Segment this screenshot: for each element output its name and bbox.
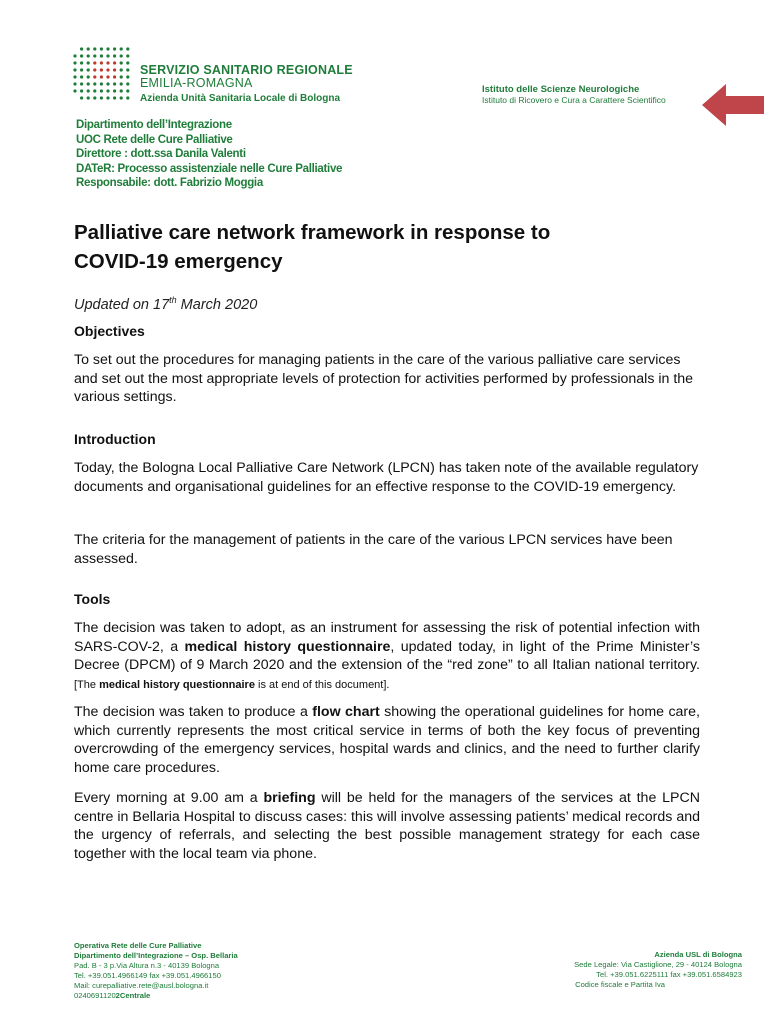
logo-dot bbox=[106, 89, 109, 92]
footer-left-line-4: Tel. +39.051.4966149 fax +39.051.4966150 bbox=[74, 971, 221, 980]
logo-dot bbox=[80, 89, 83, 92]
logo-dot bbox=[126, 75, 129, 78]
tools-p3-text-a: Every morning at 9.00 am a bbox=[74, 790, 264, 806]
logo-dot bbox=[100, 75, 103, 78]
department-block bbox=[76, 118, 342, 191]
logo-dot bbox=[106, 75, 109, 78]
institute-line-1: Istituto delle Scienze Neurologiche bbox=[482, 84, 640, 95]
footer-left-line-3: Pad. B - 3 p.Via Altura n.3 - 40139 Bologna bbox=[74, 961, 220, 970]
tools-p1-note-a: [The bbox=[74, 678, 100, 691]
department-line-5: Responsabile: dott. Fabrizio Moggia bbox=[76, 177, 263, 189]
logo-dot bbox=[113, 54, 116, 57]
footer-right-line-3: Tel. +39.051.6225111 fax +39.051.6584923 bbox=[596, 970, 742, 979]
logo-dot bbox=[113, 47, 116, 50]
logo-dot bbox=[120, 47, 123, 50]
intro-paragraph-1: Today, the Bologna Local Palliative Care Network (LPCN) has taken note of the available regulatory documents and organisational guidelines for an effective response to the COVID-19 emergency. bbox=[74, 460, 699, 495]
updated-prefix: Updated on 17 bbox=[74, 296, 170, 313]
footer-right-line-4: Codice fiscale e Partita Iva bbox=[575, 980, 665, 989]
tools-p1-note-bold: medical history questionnaire bbox=[99, 678, 255, 691]
tools-paragraph-1 bbox=[74, 619, 700, 694]
logo-dot bbox=[106, 54, 109, 57]
logo-dot bbox=[126, 96, 129, 99]
logo-dot bbox=[100, 96, 103, 99]
tools-p3-bold: briefing bbox=[263, 790, 316, 806]
footer-phone-number: 0240691120 bbox=[74, 991, 116, 1000]
institute-line-2: Istituto di Ricovero e Cura a Carattere Scientifico bbox=[482, 95, 666, 105]
tools-heading: Tools bbox=[74, 591, 111, 607]
tools-p1-note-b: is at end of this document]. bbox=[254, 678, 390, 691]
logo-dot bbox=[93, 68, 96, 71]
logo-dot bbox=[80, 75, 83, 78]
logo-dot bbox=[120, 61, 123, 64]
logo-dot bbox=[87, 82, 90, 85]
logo-dot bbox=[106, 82, 109, 85]
logo-dot bbox=[100, 89, 103, 92]
logo-dot bbox=[113, 82, 116, 85]
institute-block bbox=[482, 84, 666, 106]
footer-left-line-1: Operativa Rete delle Cure Palliative bbox=[74, 941, 202, 950]
footer-left-line-2: Dipartimento dell’Integrazione – Osp. Bellaria bbox=[74, 951, 238, 960]
tools-p1-bold: medical history questionnaire bbox=[184, 638, 391, 655]
logo-dot bbox=[73, 61, 76, 64]
logo-dot bbox=[120, 68, 123, 71]
logo-dot bbox=[93, 75, 96, 78]
intro-paragraph-2: The criteria for the management of patients in the care of the various LPCN services have been assessed. bbox=[74, 532, 673, 567]
department-line-3: Direttore : dott.ssa Danila Valenti bbox=[76, 148, 246, 160]
logo-dot bbox=[113, 61, 116, 64]
tools-p1-text-a: The decision was taken to adopt, as an instrument for assessing the risk of potential infection with SARS-COV-2, a bbox=[74, 620, 700, 655]
logo-dot bbox=[93, 89, 96, 92]
footer-left bbox=[74, 941, 238, 1001]
logo-dot bbox=[126, 82, 129, 85]
logo-dot bbox=[113, 89, 116, 92]
logo-dot bbox=[113, 68, 116, 71]
logo-dot bbox=[93, 96, 96, 99]
logo-dot bbox=[87, 61, 90, 64]
logo-dot bbox=[73, 89, 76, 92]
logo-dot bbox=[120, 89, 123, 92]
logo-dot bbox=[93, 54, 96, 57]
introduction-heading: Introduction bbox=[74, 431, 156, 447]
logo-dot bbox=[80, 68, 83, 71]
updated-suffix: March 2020 bbox=[176, 296, 258, 313]
logo-dot bbox=[87, 75, 90, 78]
logo-dot bbox=[126, 47, 129, 50]
logo-dot bbox=[126, 54, 129, 57]
logo-dot bbox=[106, 61, 109, 64]
logo-dot bbox=[100, 82, 103, 85]
logo-dot bbox=[100, 68, 103, 71]
logo-dot bbox=[126, 68, 129, 71]
logo-line-3: Azienda Unità Sanitaria Locale di Bologna bbox=[140, 93, 341, 104]
footer-right-line-2: Sede Legale: Via Castiglione, 29 - 40124 Bologna bbox=[574, 960, 742, 969]
title-line-1: Palliative care network framework in response to bbox=[74, 221, 551, 244]
logo-line-1: SERVIZIO SANITARIO REGIONALE bbox=[140, 63, 353, 77]
tools-p3-text-b: will be held for the managers of the services at the LPCN centre in Bellaria Hospital to discuss cases: this will involve assessing patients’ medical records and the urgency of referrals, and selecting the best possible management strategy for each case together with the local team via phone. bbox=[74, 790, 700, 862]
logo-dot bbox=[120, 96, 123, 99]
logo-dot bbox=[100, 54, 103, 57]
logo-dot bbox=[87, 47, 90, 50]
tools-p2-text-b: showing the operational guidelines for home care, which currently represents the most critical service in terms of both the key focus of preventing overcrowding of the emergency services, hospital wards and clinics, and the need to further clarify home care procedures. bbox=[74, 704, 700, 776]
logo-dot bbox=[87, 68, 90, 71]
logo-dot bbox=[73, 82, 76, 85]
logo-dot bbox=[80, 61, 83, 64]
logo-dot bbox=[80, 47, 83, 50]
tools-p2-text-a: The decision was taken to produce a bbox=[74, 704, 313, 720]
logo-text-block bbox=[140, 64, 353, 105]
updated-sup: th bbox=[169, 295, 177, 305]
logo-dot bbox=[80, 54, 83, 57]
tools-paragraph-2 bbox=[74, 703, 700, 777]
logo-dot bbox=[100, 47, 103, 50]
logo-dot bbox=[120, 54, 123, 57]
logo-dot bbox=[73, 68, 76, 71]
department-line-1: Dipartimento dell’Integrazione bbox=[76, 119, 232, 131]
logo-dot bbox=[80, 96, 83, 99]
logo-dot bbox=[100, 61, 103, 64]
logo-dot bbox=[87, 96, 90, 99]
tools-paragraph-3 bbox=[74, 789, 700, 863]
title-line-2: COVID-19 emergency bbox=[74, 250, 283, 273]
logo-dot bbox=[93, 61, 96, 64]
objectives-heading: Objectives bbox=[74, 323, 145, 339]
tools-p2-bold: flow chart bbox=[312, 704, 380, 720]
logo-dot bbox=[120, 75, 123, 78]
tools-p1-note bbox=[74, 679, 389, 691]
logo-dot bbox=[73, 54, 76, 57]
footer-left-line-5: Mail: curepalliative.rete@ausl.bologna.it bbox=[74, 981, 209, 990]
logo-dot bbox=[93, 47, 96, 50]
document-title bbox=[74, 218, 694, 276]
footer-right bbox=[574, 950, 742, 990]
objectives-text: To set out the procedures for managing patients in the care of the various palliative care services and set out the most appropriate levels of protection for activities performed by professionals in the various settings. bbox=[74, 352, 694, 405]
logo-dot bbox=[113, 75, 116, 78]
logo-dot bbox=[120, 82, 123, 85]
logo-line-2: EMILIA-ROMAGNA bbox=[140, 76, 253, 90]
footer-phone-label: 2Centrale bbox=[115, 991, 151, 1000]
logo-dot bbox=[106, 96, 109, 99]
logo-dot bbox=[73, 75, 76, 78]
logo-dot bbox=[113, 96, 116, 99]
left-arrow-icon bbox=[702, 84, 764, 126]
tools-p1-text-b: , updated today, in light of the Prime Minister’s Decree (DPCM) of 9 March 2020 and the extension of the “red zone” to all Italian national territory. bbox=[74, 638, 700, 673]
logo-dot bbox=[93, 82, 96, 85]
footer-left-line-6 bbox=[74, 991, 238, 1001]
logo-dot bbox=[87, 54, 90, 57]
logo-dot bbox=[106, 68, 109, 71]
logo-dot bbox=[126, 61, 129, 64]
logo-dot bbox=[80, 82, 83, 85]
updated-date bbox=[74, 295, 257, 313]
logo-dot bbox=[87, 89, 90, 92]
ssr-logo-icon bbox=[72, 46, 132, 102]
department-line-2: UOC Rete delle Cure Palliative bbox=[76, 133, 233, 146]
logo-dot bbox=[106, 47, 109, 50]
logo-dot bbox=[126, 89, 129, 92]
department-line-4: DATeR: Processo assistenziale nelle Cure Palliative bbox=[76, 162, 343, 175]
footer-right-line-1: Azienda USL di Bologna bbox=[654, 950, 742, 959]
